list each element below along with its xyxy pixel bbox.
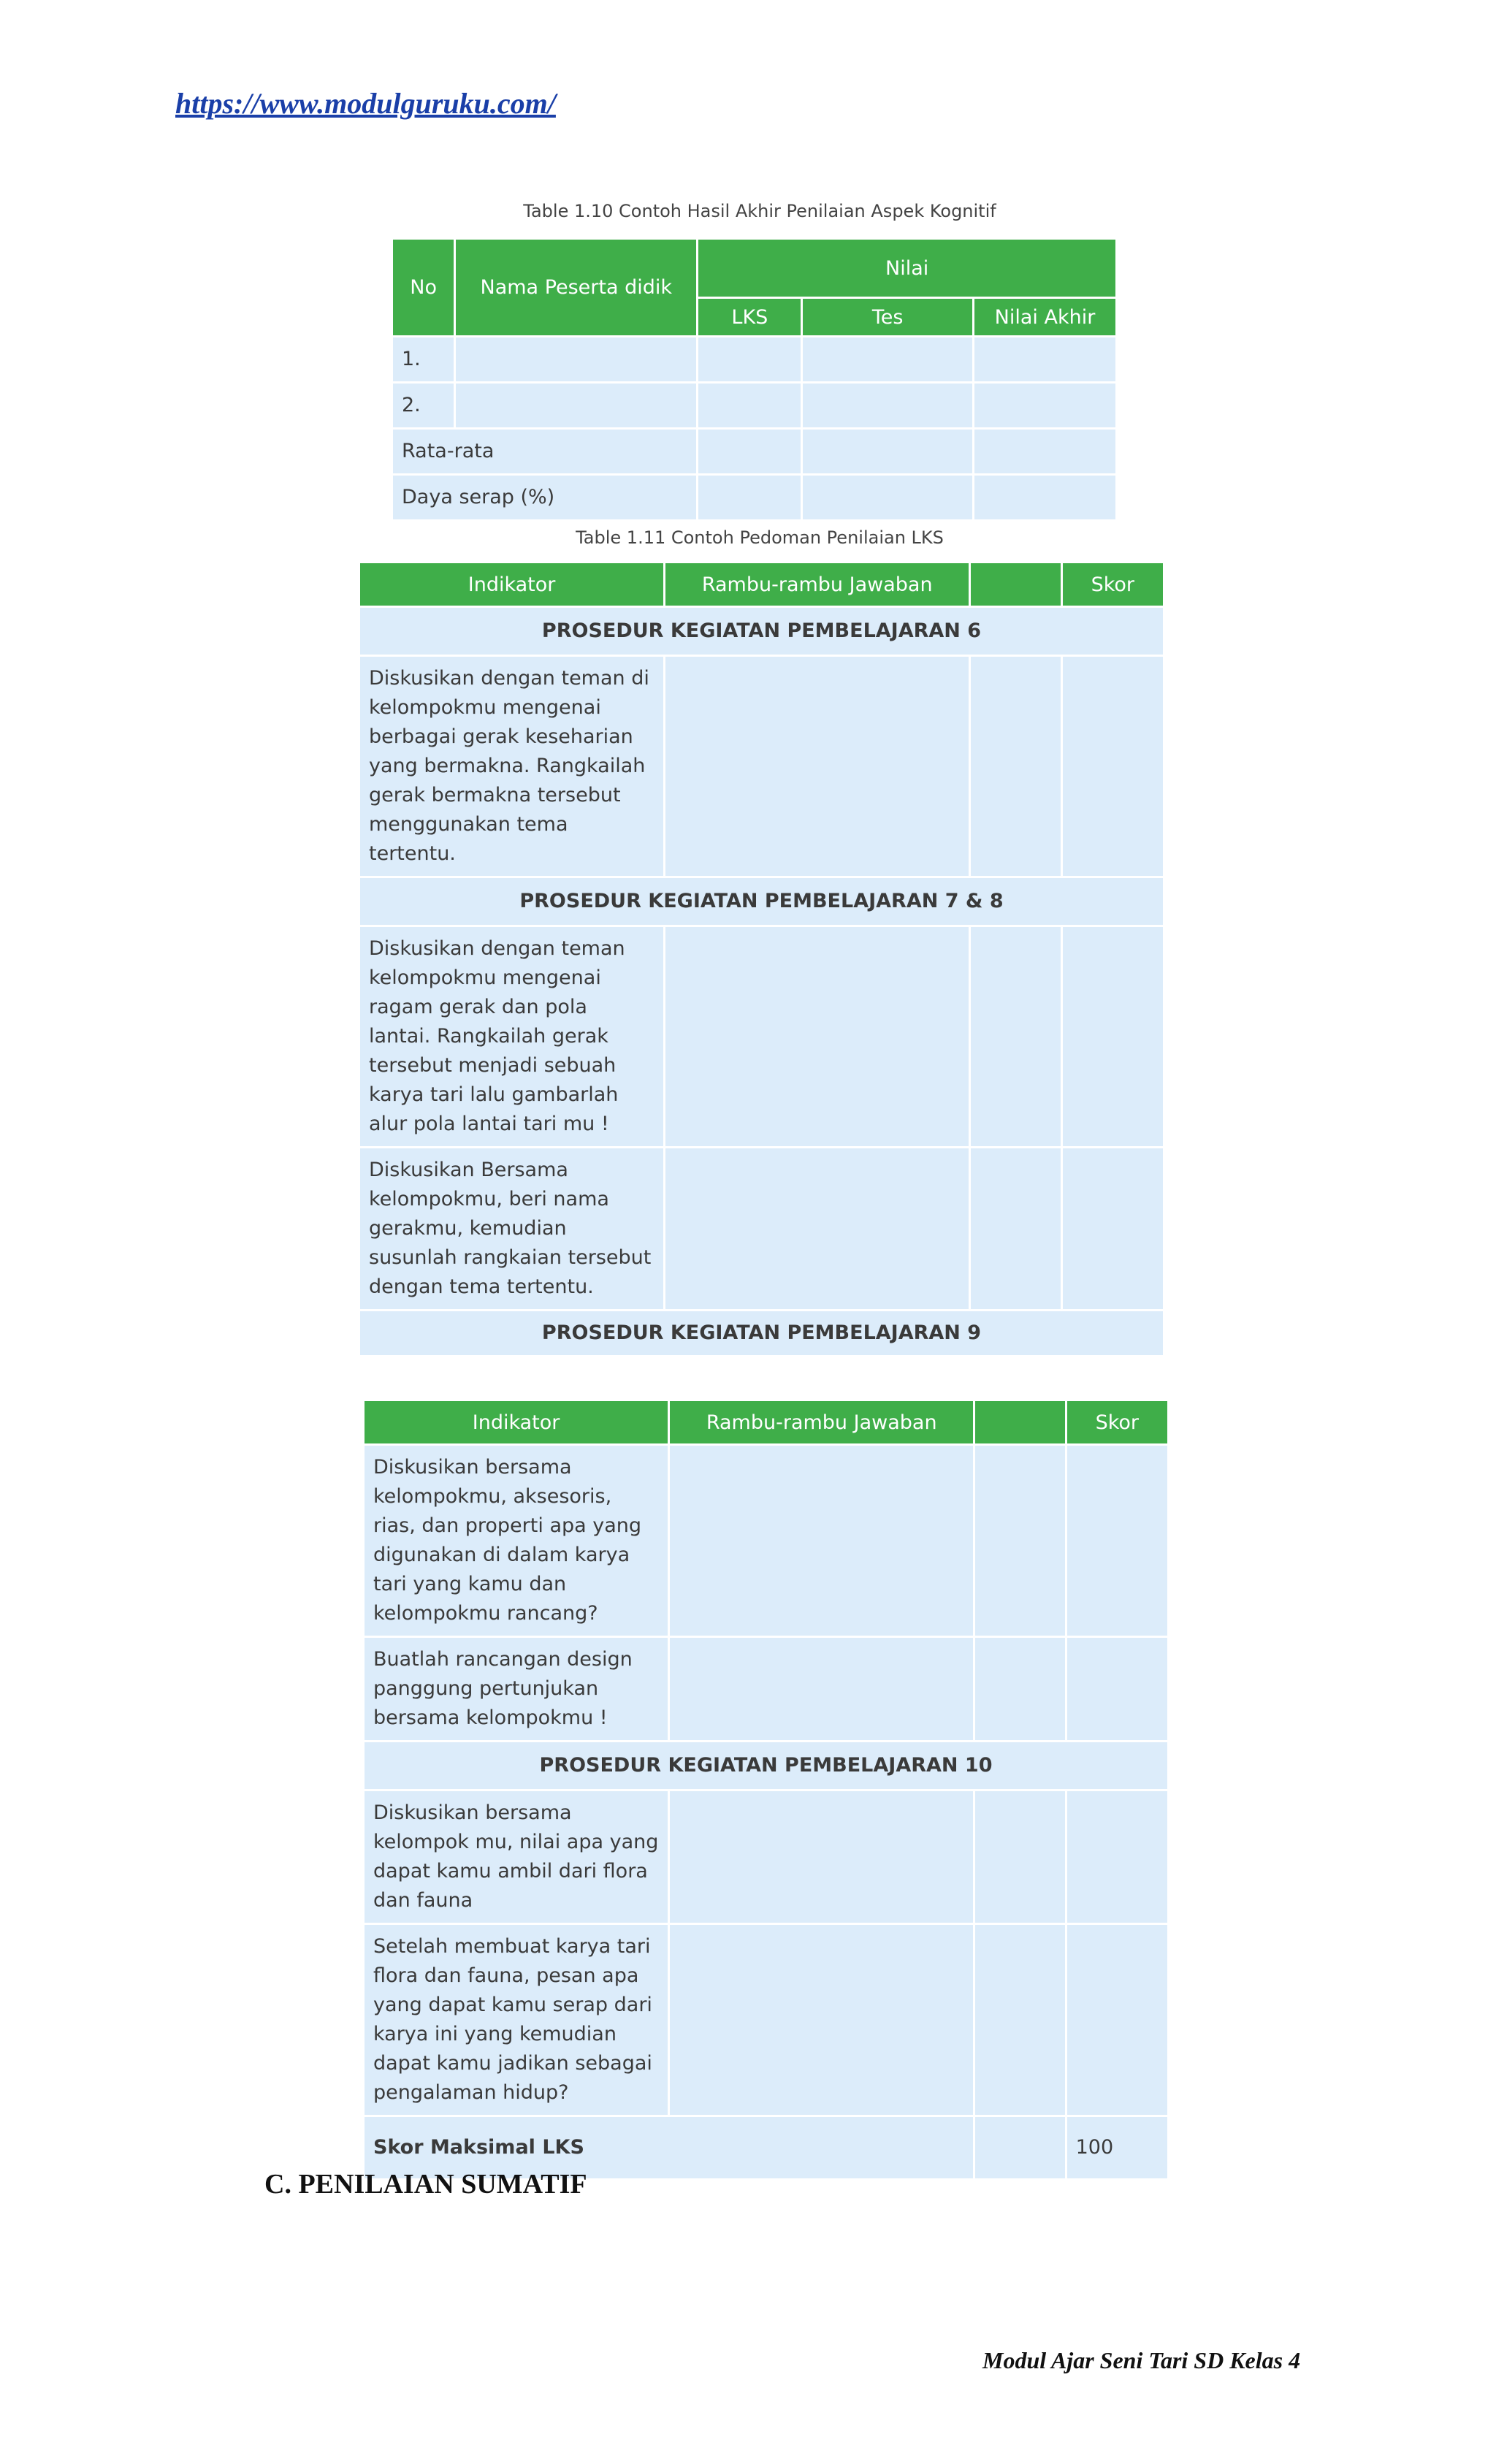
header-url-link[interactable]: https://www.modulguruku.com/ — [175, 87, 556, 120]
table-row — [393, 384, 1115, 427]
table2-caption: Table 1.11 Contoh Pedoman Penilaian LKS — [576, 527, 944, 548]
table1-header-nilai: Nilai — [698, 240, 1115, 297]
table3-skor-maksimal-value: 100 — [1067, 2117, 1167, 2178]
table3-section-10: PROSEDUR KEGIATAN PEMBELAJARAN 10 — [365, 1742, 1167, 1789]
table1-header-nilai-akhir: Nilai Akhir — [974, 299, 1115, 335]
section-heading-penilaian-sumatif: C. PENILAIAN SUMATIF — [264, 2169, 587, 2200]
table2-indikator-78-1: Diskusikan dengan teman kelompokmu mengenai ragam gerak dan pola lantai. Rangkailah gerak tersebut menjadi sebuah karya tari lalu gambarlah alur pola lantai tari mu ! — [360, 927, 663, 1146]
table3-header-indikator: Indikator — [365, 1401, 668, 1443]
table3-indikator-10-2: Setelah membuat karya tari flora dan fauna, pesan apa yang dapat kamu serap dari karya ini yang kemudian dapat kamu jadikan sebagai pengalaman hidup? — [365, 1925, 668, 2115]
table-row — [393, 430, 1115, 473]
table2-header-skor: Skor — [1063, 563, 1163, 606]
table2-pedoman-lks — [358, 561, 1165, 1357]
table2-section-7-8: PROSEDUR KEGIATAN PEMBELAJARAN 7 & 8 — [360, 878, 1163, 925]
table1-header-no: No — [393, 240, 454, 335]
table1-header-tes: Tes — [803, 299, 972, 335]
table-row — [365, 1638, 1167, 1740]
table2-section-6: PROSEDUR KEGIATAN PEMBELAJARAN 6 — [360, 608, 1163, 655]
page-footer: Modul Ajar Seni Tari SD Kelas 4 — [982, 2347, 1301, 2373]
table3-header-rambu: Rambu-rambu Jawaban — [670, 1401, 973, 1443]
table1-header-lks: LKS — [698, 299, 801, 335]
table3-indikator-10-1: Diskusikan bersama kelompok mu, nilai apa yang dapat kamu ambil dari flora dan fauna — [365, 1791, 668, 1923]
table1-row-no: 1. — [393, 337, 454, 381]
table-row — [365, 1446, 1167, 1636]
table-row — [360, 657, 1163, 876]
table1-row-no: 2. — [393, 384, 454, 427]
table-row — [360, 1148, 1163, 1309]
table1-caption: Table 1.10 Contoh Hasil Akhir Penilaian Aspek Kognitif — [523, 201, 996, 221]
table2-header-indikator: Indikator — [360, 563, 663, 606]
table2-indikator-78-2: Diskusikan Bersama kelompokmu, beri nama gerakmu, kemudian susunlah rangkaian tersebut dengan tema tertentu. — [360, 1148, 663, 1309]
table-row — [365, 1791, 1167, 1923]
table3-skor-maksimal-label: Skor Maksimal LKS — [365, 2117, 973, 2178]
table-row — [360, 927, 1163, 1146]
table3-header-skor: Skor — [1067, 1401, 1167, 1443]
table-row — [393, 476, 1115, 519]
table3-pedoman-lks-lanjutan — [362, 1399, 1169, 2181]
table2-indikator-6-1: Diskusikan dengan teman di kelompokmu mengenai berbagai gerak keseharian yang bermakna. Rangkailah gerak bermakna tersebut menggunakan tema tertentu. — [360, 657, 663, 876]
table1-daya-serap: Daya serap (%) — [393, 476, 696, 519]
table1-kognitif — [391, 237, 1118, 522]
table3-indikator-9-1: Diskusikan bersama kelompokmu, aksesoris, rias, dan properti apa yang digunakan di dalam karya tari yang kamu dan kelompokmu rancang? — [365, 1446, 668, 1636]
table1-rata-rata: Rata-rata — [393, 430, 696, 473]
table1-header-name: Nama Peserta didik — [456, 240, 696, 335]
table2-section-9: PROSEDUR KEGIATAN PEMBELAJARAN 9 — [360, 1311, 1163, 1355]
table-row — [365, 1925, 1167, 2115]
table-row — [393, 337, 1115, 381]
table2-header-rambu: Rambu-rambu Jawaban — [665, 563, 969, 606]
table3-indikator-9-2: Buatlah rancangan design panggung pertunjukan bersama kelompokmu ! — [365, 1638, 668, 1740]
